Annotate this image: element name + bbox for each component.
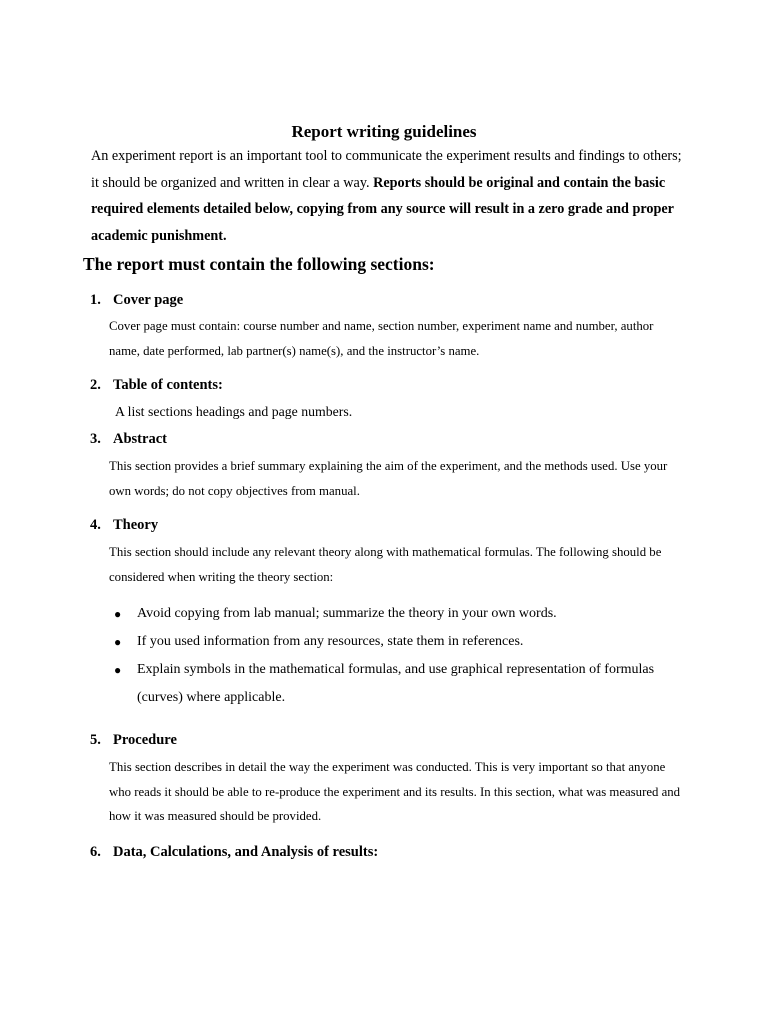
section-number: 2. xyxy=(90,377,101,393)
bullet-icon: ● xyxy=(114,635,122,649)
section-number: 5. xyxy=(90,732,101,748)
section-number: 1. xyxy=(90,292,101,308)
section-title: Data, Calculations, and Analysis of results: xyxy=(113,844,379,860)
list-item xyxy=(112,628,672,656)
section-heading-data-calculations xyxy=(90,844,378,861)
section-number: 3. xyxy=(90,431,101,447)
section-body-abstract: This section provides a brief summary explaining the aim of the experiment, and the methods used. Use your own words; do not copy objectives from manual. xyxy=(109,459,668,498)
section-heading-procedure xyxy=(90,732,177,749)
intro-plain-text: An experiment report is an important tool to communicate the experiment results and findings to others; it should be organized and written in clear a way. xyxy=(91,148,682,191)
intro-paragraph xyxy=(91,143,691,249)
section-heading-cover-page xyxy=(90,292,183,309)
section-number: 6. xyxy=(90,844,101,860)
theory-bullet-list xyxy=(112,600,672,712)
section-heading-abstract xyxy=(90,431,167,448)
bullet-icon: ● xyxy=(114,607,122,621)
list-item xyxy=(112,656,672,712)
bullet-icon: ● xyxy=(114,663,122,677)
list-item xyxy=(112,600,672,628)
section-title: Procedure xyxy=(113,732,177,748)
section-title: Cover page xyxy=(113,292,184,308)
section-body-procedure: This section describes in detail the way the experiment was conducted. This is very important so that anyone who reads it should be able to re-produce the experiment and its results. In this section, what was measured and how it was measured should be provided. xyxy=(109,760,681,823)
document-title: Report writing guidelines xyxy=(291,122,477,141)
section-title: Theory xyxy=(113,517,159,533)
sections-heading: The report must contain the following sections: xyxy=(83,254,435,274)
section-title: Abstract xyxy=(113,431,167,447)
intro-bold-text: Reports should be original and contain the basic required elements detailed below, copying from any source will result in a zero grade and proper academic punishment. xyxy=(91,174,674,244)
bullet-text: Explain symbols in the mathematical formulas, and use graphical representation of formulas (curves) where applicable. xyxy=(137,662,655,705)
section-body-cover-page: Cover page must contain: course number and name, section number, experiment name and number, author name, date performed, lab partner(s) name(s), and the instructor’s name. xyxy=(109,319,654,358)
bullet-text: Avoid copying from lab manual; summarize the theory in your own words. xyxy=(137,606,557,621)
section-body-theory: This section should include any relevant theory along with mathematical formulas. The following should be considered when writing the theory section: xyxy=(109,545,662,584)
section-number: 4. xyxy=(90,517,101,533)
bullet-text: If you used information from any resources, state them in references. xyxy=(137,634,524,649)
section-title: Table of contents: xyxy=(113,377,223,393)
section-heading-theory xyxy=(90,517,158,534)
section-heading-table-of-contents xyxy=(90,377,223,394)
section-body-table-of-contents: A list sections headings and page numbers. xyxy=(115,404,353,419)
